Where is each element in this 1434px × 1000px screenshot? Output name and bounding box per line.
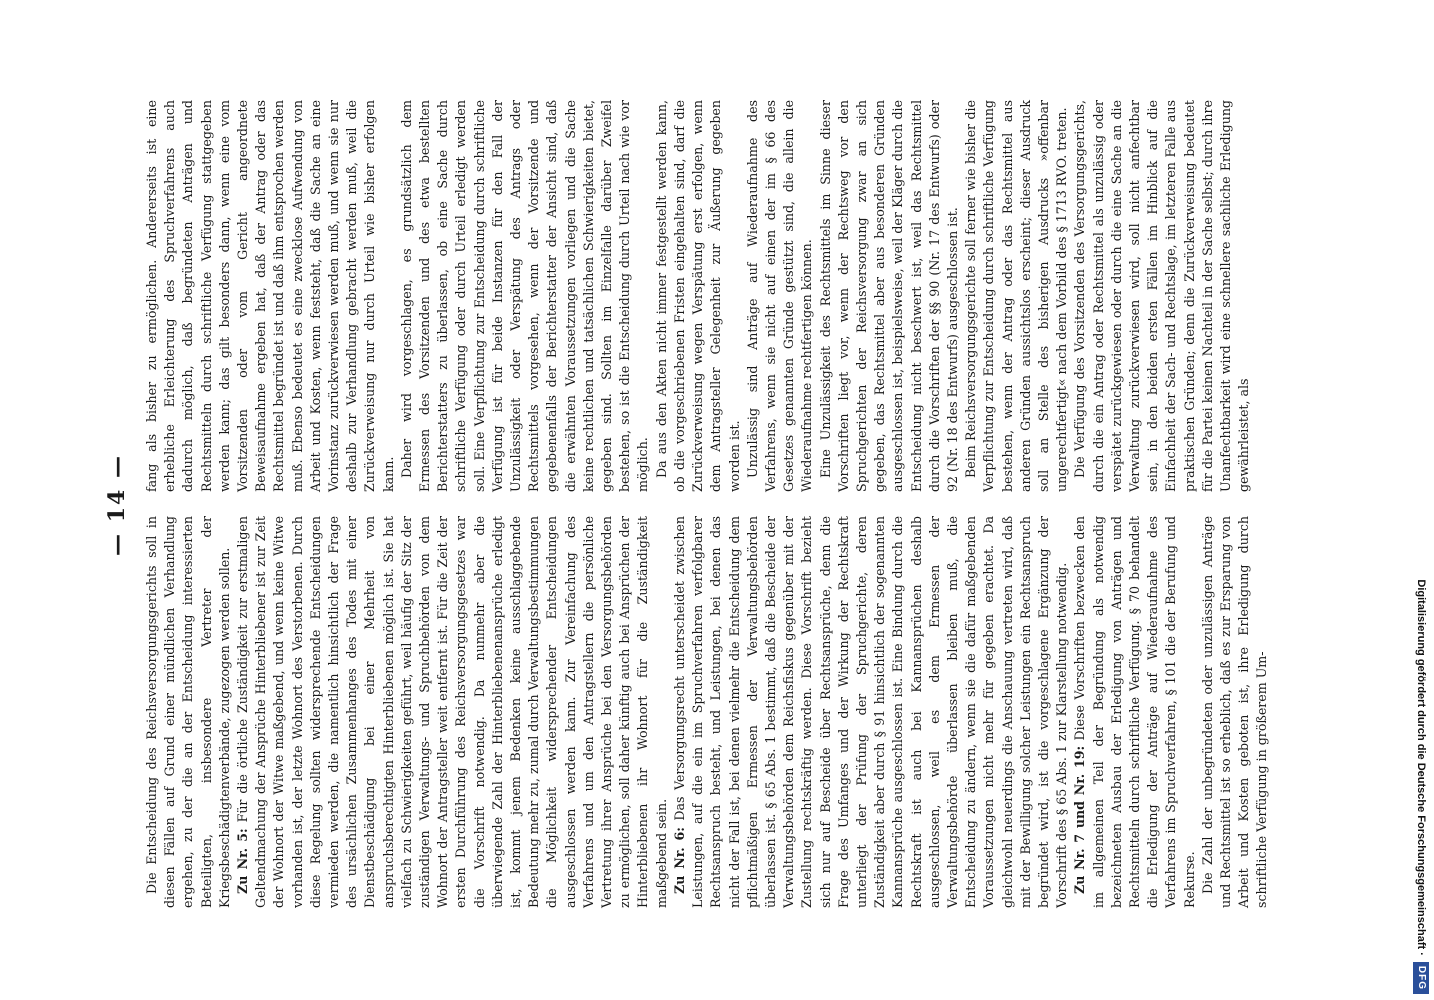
paragraph-zu-nr-5: Zu Nr. 5: Für die örtliche Zuständigkeit zur erstmaligen Geltendmachung der Ansprüche Hinterbliebener ist zur Zeit der Wohnort der Witwe maßgebend, und wenn keine Witwe vorhanden ist, der letzte Wohnort des Verstorbenen. Durch diese Regelung sollten widersprechende Entscheidungen vermieden werden, die namentlich hinsichtlich der Frage des ursächlichen Zusammenhanges des Todes mit einer Dienstbeschädigung bei einer Mehrheit von anspruchsberechtigten Hinterbliebenen möglich ist. Sie hat vielfach zu Schwierigkeiten geführt, weil häufig der Sitz der zuständigen Verwaltungs- und Spruchbehörden von dem Wohnort der Antragsteller weit entfernt ist. Für die Zeit der ersten Durchführung des Reichsversorgungsgesetzes war die Vorschrift notwendig. Da nunmehr aber die überwiegende Zahl der Hinterbliebenenansprüche erledigt ist, kommt jenem Bedenken keine ausschlaggebende Bedeutung mehr zu, zumal durch Verwaltungsbestimmungen die Möglichkeit widersprechender Entscheidungen ausgeschlossen werden kann. Zur Vereinfachung des Verfahrens und um den Antragstellern die persönliche Vertretung ihrer Ansprüche bei den Versorgungsbehörden zu ermöglichen, soll daher künftig auch bei Ansprüchen der Hinterbliebenen ihr Wohnort für die Zuständigkeit maßgebend sein. [235,516,669,908]
paragraph-zu-nr-7-und-19: Zu Nr. 7 und Nr. 19: Diese Vorschriften bezwecken den im allgemeinen Teil der Begründung als notwendig bezeichneten Ausbau der Erledigung von Anträgen und Rechtsmitteln durch schriftliche Verfügung. § 70 behandelt die Erledigung der Anträge auf Wiederaufnahme des Verfahrens im Spruchverfahren, § 101 die der Berufung und Rekurse. [1072,516,1197,908]
footer-credit-text: Digitalisierung gefördert durch die Deutsche Forschungsgemeinschaft · [1415,579,1427,956]
left-text-column [143,516,1272,908]
paragraph: fang als bisher zu ermöglichen. Andererseits ist eine erhebliche Erleichterung des Spruchverfahrens auch dadurch möglich, daß begründeten Anträgen und Rechtsmitteln durch schriftliche Verfügung stattgegeben werden kann; das gilt besonders dann, wenn eine vom Vorsitzenden oder vom Gericht angeordnete Beweisaufnahme ergeben hat, daß der Antrag oder das Rechtsmittel begründet ist und daß ihm entsprochen werden muß. Ebenso bedeutet es eine zwecklose Aufwendung von Arbeit und Kosten, wenn feststeht, daß die Sache an eine Vorinstanz zurückverwiesen werden muß, und wenn sie nur deshalb zur Verhandlung gebracht werden muß, weil die Zurückverweisung nur durch Urteil wie bisher erfolgen kann. [144,100,396,492]
column-divider [143,505,1093,506]
paragraph: Daher wird vorgeschlagen, es grundsätzlich dem Ermessen des Vorsitzenden und des etwa bestellten Berichterstatters zu überlassen, ob eine Sache durch schriftliche Verfügung oder durch Urteil erledigt werden soll. Eine Verpflichtung zur Entscheidung durch schriftliche Verfügung ist für beide Instanzen für den Fall der Unzulässigkeit oder Verspätung des Antrags oder Rechtsmittels vorgesehen, wenn der Vorsitzende und gegebenenfalls der Berichterstatter der Ansicht sind, daß die erwähnten Voraussetzungen vorliegen und die Sache keine rechtlichen und tatsächlichen Schwierigkeiten bietet, gegeben sind. Sollten im Einzelfalle darüber Zweifel bestehen, so ist die Entscheidung durch Urteil nach wie vor möglich. [398,100,651,492]
digitization-footer [1412,6,1432,994]
right-text-column [143,100,1253,492]
paragraph: Beim Reichsversorgungsgerichte soll ferner wie bisher die Verpflichtung zur Entscheidung durch schriftliche Verfügung bestehen, wenn der Antrag oder das Rechtsmittel aus anderen Gründen aussichtslos erscheint; dieser Ausdruck soll an Stelle des bisherigen Ausdrucks »offenbar ungerechtfertigt« nach dem Vorbild des § 1713 RVO. treten. [963,100,1070,492]
dfg-logo: DFG [1413,962,1429,994]
paragraph: Da aus den Akten nicht immer festgestellt werden kann, ob die vorgeschriebenen Fristen eingehalten sind, darf die Zurückverweisung wegen Verspätung erst erfolgen, wenn dem Antragsteller Gelegenheit zur Äußerung gegeben worden ist. [653,100,742,492]
paragraph-zu-nr-6: Zu Nr. 6: Das Versorgungsrecht unterscheidet zwischen Leistungen, auf die ein im Spruchverfahren verfolgbarer Rechtsanspruch besteht, und Leistungen, bei denen das nicht der Fall ist, bei denen vielmehr die Entscheidung dem pflichtmäßigen Ermessen der Verwaltungsbehörden überlassen ist. § 65 Abs. 1 bestimmt, daß die Bescheide der Verwaltungsbehörden dem Reichsfiskus gegenüber mit der Zustellung rechtskräftig werden. Diese Vorschrift bezieht sich nur auf Bescheide über Rechtsansprüche, denn die Frage des Umfanges und der Wirkung der Rechtskraft unterliegt der Prüfung der Spruchgerichte, deren Zuständigkeit aber durch § 91 hinsichtlich der sogenannten Kannansprüche ausgeschlossen ist. Eine Bindung durch die Rechtskraft ist auch bei Kannansprüchen deshalb ausgeschlossen, weil es dem Ermessen der Verwaltungsbehörde überlassen bleiben muß, die Entscheidung zu ändern, wenn sie die dafür maßgebenden Voraussetzungen nicht mehr für gegeben erachtet. Da gleichwohl neuerdings die Anschauung vertreten wird, daß mit der Bewilligung solcher Leistungen ein Rechtsanspruch begründet wird, ist die vorgeschlagene Ergänzung der Vorschrift des § 65 Abs. 1 zur Klarstellung notwendig. [671,516,1070,908]
paragraph: Die Zahl der unbegründeten oder unzulässigen Anträge und Rechtsmittel ist so erheblich, daß es zur Ersparung von Arbeit und Kosten geboten ist, ihre Erledigung durch schriftliche Verfügung in größerem Um- [1199,516,1270,908]
rotated-document-page [95,90,1270,920]
paragraph: Eine Unzulässigkeit des Rechtsmittels im Sinne dieser Vorschriften liegt vor, wenn der Rechtsweg vor den Spruchgerichten der Reichsversorgung zwar an sich gegeben, das Rechtsmittel aber aus besonderen Gründen ausgeschlossen ist, beispielsweise, weil der Kläger durch die Entscheidung nicht beschwert ist, weil das Rechtsmittel durch die Vorschriften der §§ 90 (Nr. 17 des Entwurfs) oder 92 (Nr. 18 des Entwurfs) ausgeschlossen ist. [817,100,960,492]
page-number: — 14 — [104,454,130,556]
paragraph: Die Verfügung des Vorsitzenden des Versorgungsgerichts, durch die ein Antrag oder Rechtsmittel als unzulässig oder verspätet zurückgewiesen oder durch die eine Sache an die Verwaltung zurückverwiesen wird, soll nicht anfechtbar sein, in den beiden ersten Fällen im Hinblick auf die Einfachheit der Sach- und Rechtslage, im letzteren Falle aus praktischen Gründen; denn die Zurückverweisung bedeutet für die Partei keinen Nachteil in der Sache selbst; durch ihre Unanfechtbarkeit wird eine schnellere sachliche Erledigung gewährleistet, als [1072,100,1252,492]
paragraph: Unzulässig sind Anträge auf Wiederaufnahme des Verfahrens, wenn sie nicht auf einen der im § 66 des Gesetzes genannten Gründe gestützt sind, die allein die Wiederaufnahme rechtfertigen können. [744,100,815,492]
paragraph: Die Entscheidung des Reichsversorgungsgerichts soll in diesen Fällen auf Grund einer mündlichen Verhandlung ergehen, zu der die an der Entscheidung interessierten Beteiligten, insbesondere Vertreter der Kriegsbeschädigtenverbände, zugezogen werden sollen. [144,516,232,908]
